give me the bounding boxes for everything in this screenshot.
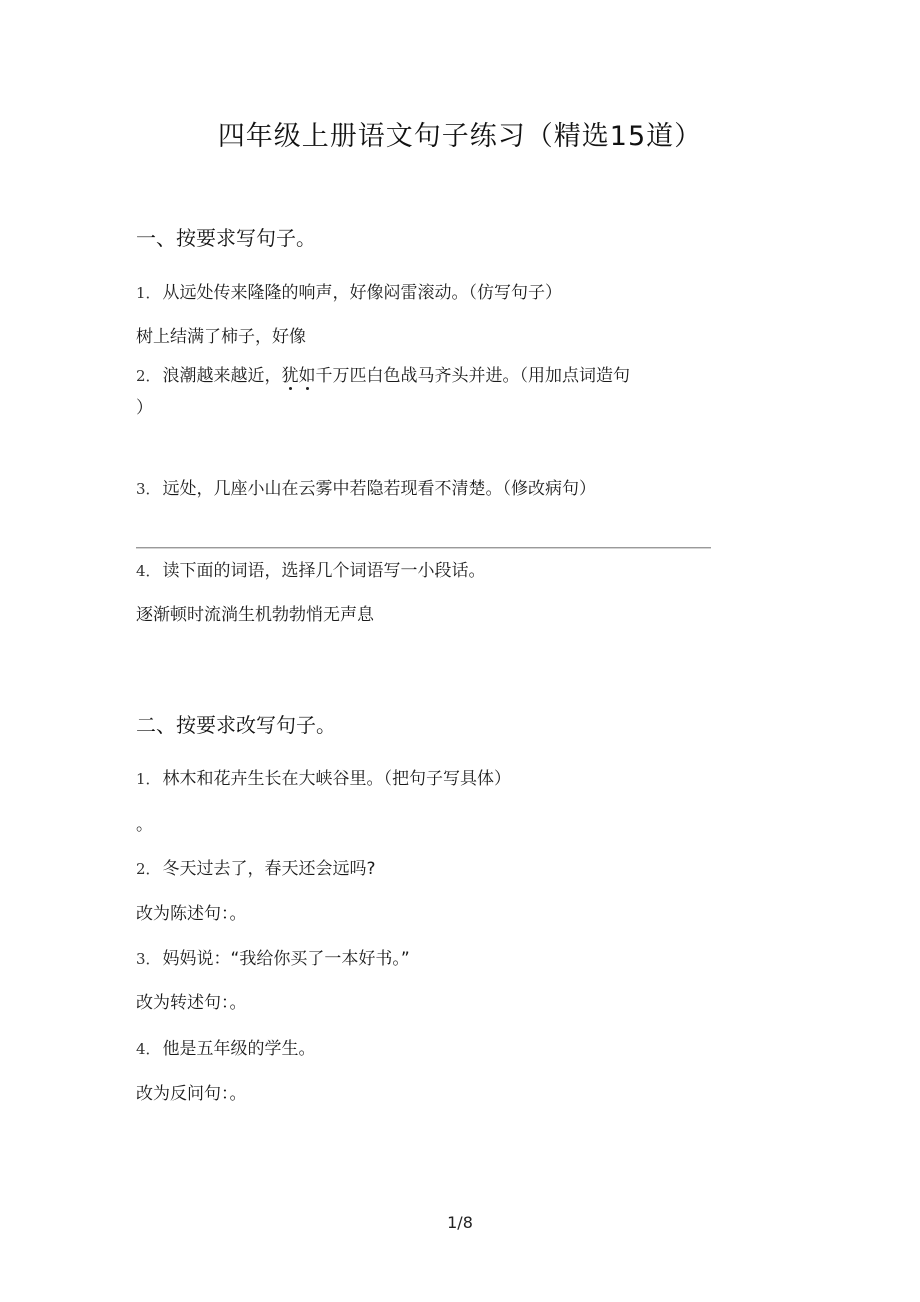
section-1-question-2-wrap: ） — [136, 398, 153, 418]
section-1-question-2 — [136, 361, 630, 386]
section-2-question-2 — [136, 854, 376, 879]
question-text: 冬天过去了，春天还会远吗? — [162, 859, 376, 879]
question-text: 远处，几座小山在云雾中若隐若现看不清楚。（修改病句） — [162, 479, 597, 499]
section-1-question-4 — [136, 556, 486, 581]
section-1-heading: 一、按要求写句子。 — [136, 226, 316, 250]
answer-rule-line — [136, 547, 711, 549]
section-2-question-2-answer-prompt: 改为陈述句：。 — [136, 904, 247, 924]
question-number: 1． — [136, 770, 161, 788]
question-text-after: 千万匹白色战马齐头并进。（用加点词造句 — [315, 366, 631, 386]
page-number: 1/8 — [447, 1213, 473, 1232]
section-2-question-3-answer-prompt: 改为转述句：。 — [136, 993, 247, 1013]
section-2-question-4 — [136, 1034, 316, 1059]
question-text-before: 浪潮越来越近， — [162, 366, 282, 386]
question-text: 从远处传来隆隆的响声，好像闷雷滚动。（仿写句子） — [162, 283, 563, 303]
question-text: 他是五年级的学生。 — [162, 1039, 316, 1059]
section-1-question-4-words: 逐渐顿时流淌生机勃勃悄无声息 — [136, 605, 374, 625]
question-text: 林木和花卉生长在大峡谷里。（把句子写具体） — [162, 769, 512, 789]
question-number: 3． — [136, 480, 161, 498]
document-title: 四年级上册语文句子练习（精选15道） — [217, 121, 703, 152]
section-2-question-1-answer-end: 。 — [136, 815, 153, 835]
question-text: 妈妈说：“我给你买了一本好书。” — [162, 949, 410, 969]
question-number: 2． — [136, 367, 161, 385]
section-2-heading: 二、按要求改写句子。 — [136, 713, 336, 737]
section-2-question-1 — [136, 764, 511, 789]
section-2-question-3 — [136, 944, 410, 969]
section-1-question-1-answer-prompt: 树上结满了柿子，好像 — [136, 327, 306, 347]
dotted-word: 犹 — [281, 366, 299, 386]
question-number: 4． — [136, 1040, 161, 1058]
section-1-question-3 — [136, 474, 596, 499]
question-text: 读下面的词语，选择几个词语写一小段话。 — [162, 561, 486, 581]
section-1-question-1 — [136, 278, 562, 303]
question-number: 2． — [136, 860, 161, 878]
dotted-word: 如 — [298, 366, 316, 386]
question-number: 1． — [136, 284, 161, 302]
question-number: 3． — [136, 950, 161, 968]
question-number: 4． — [136, 562, 161, 580]
section-2-question-4-answer-prompt: 改为反问句：。 — [136, 1084, 247, 1104]
